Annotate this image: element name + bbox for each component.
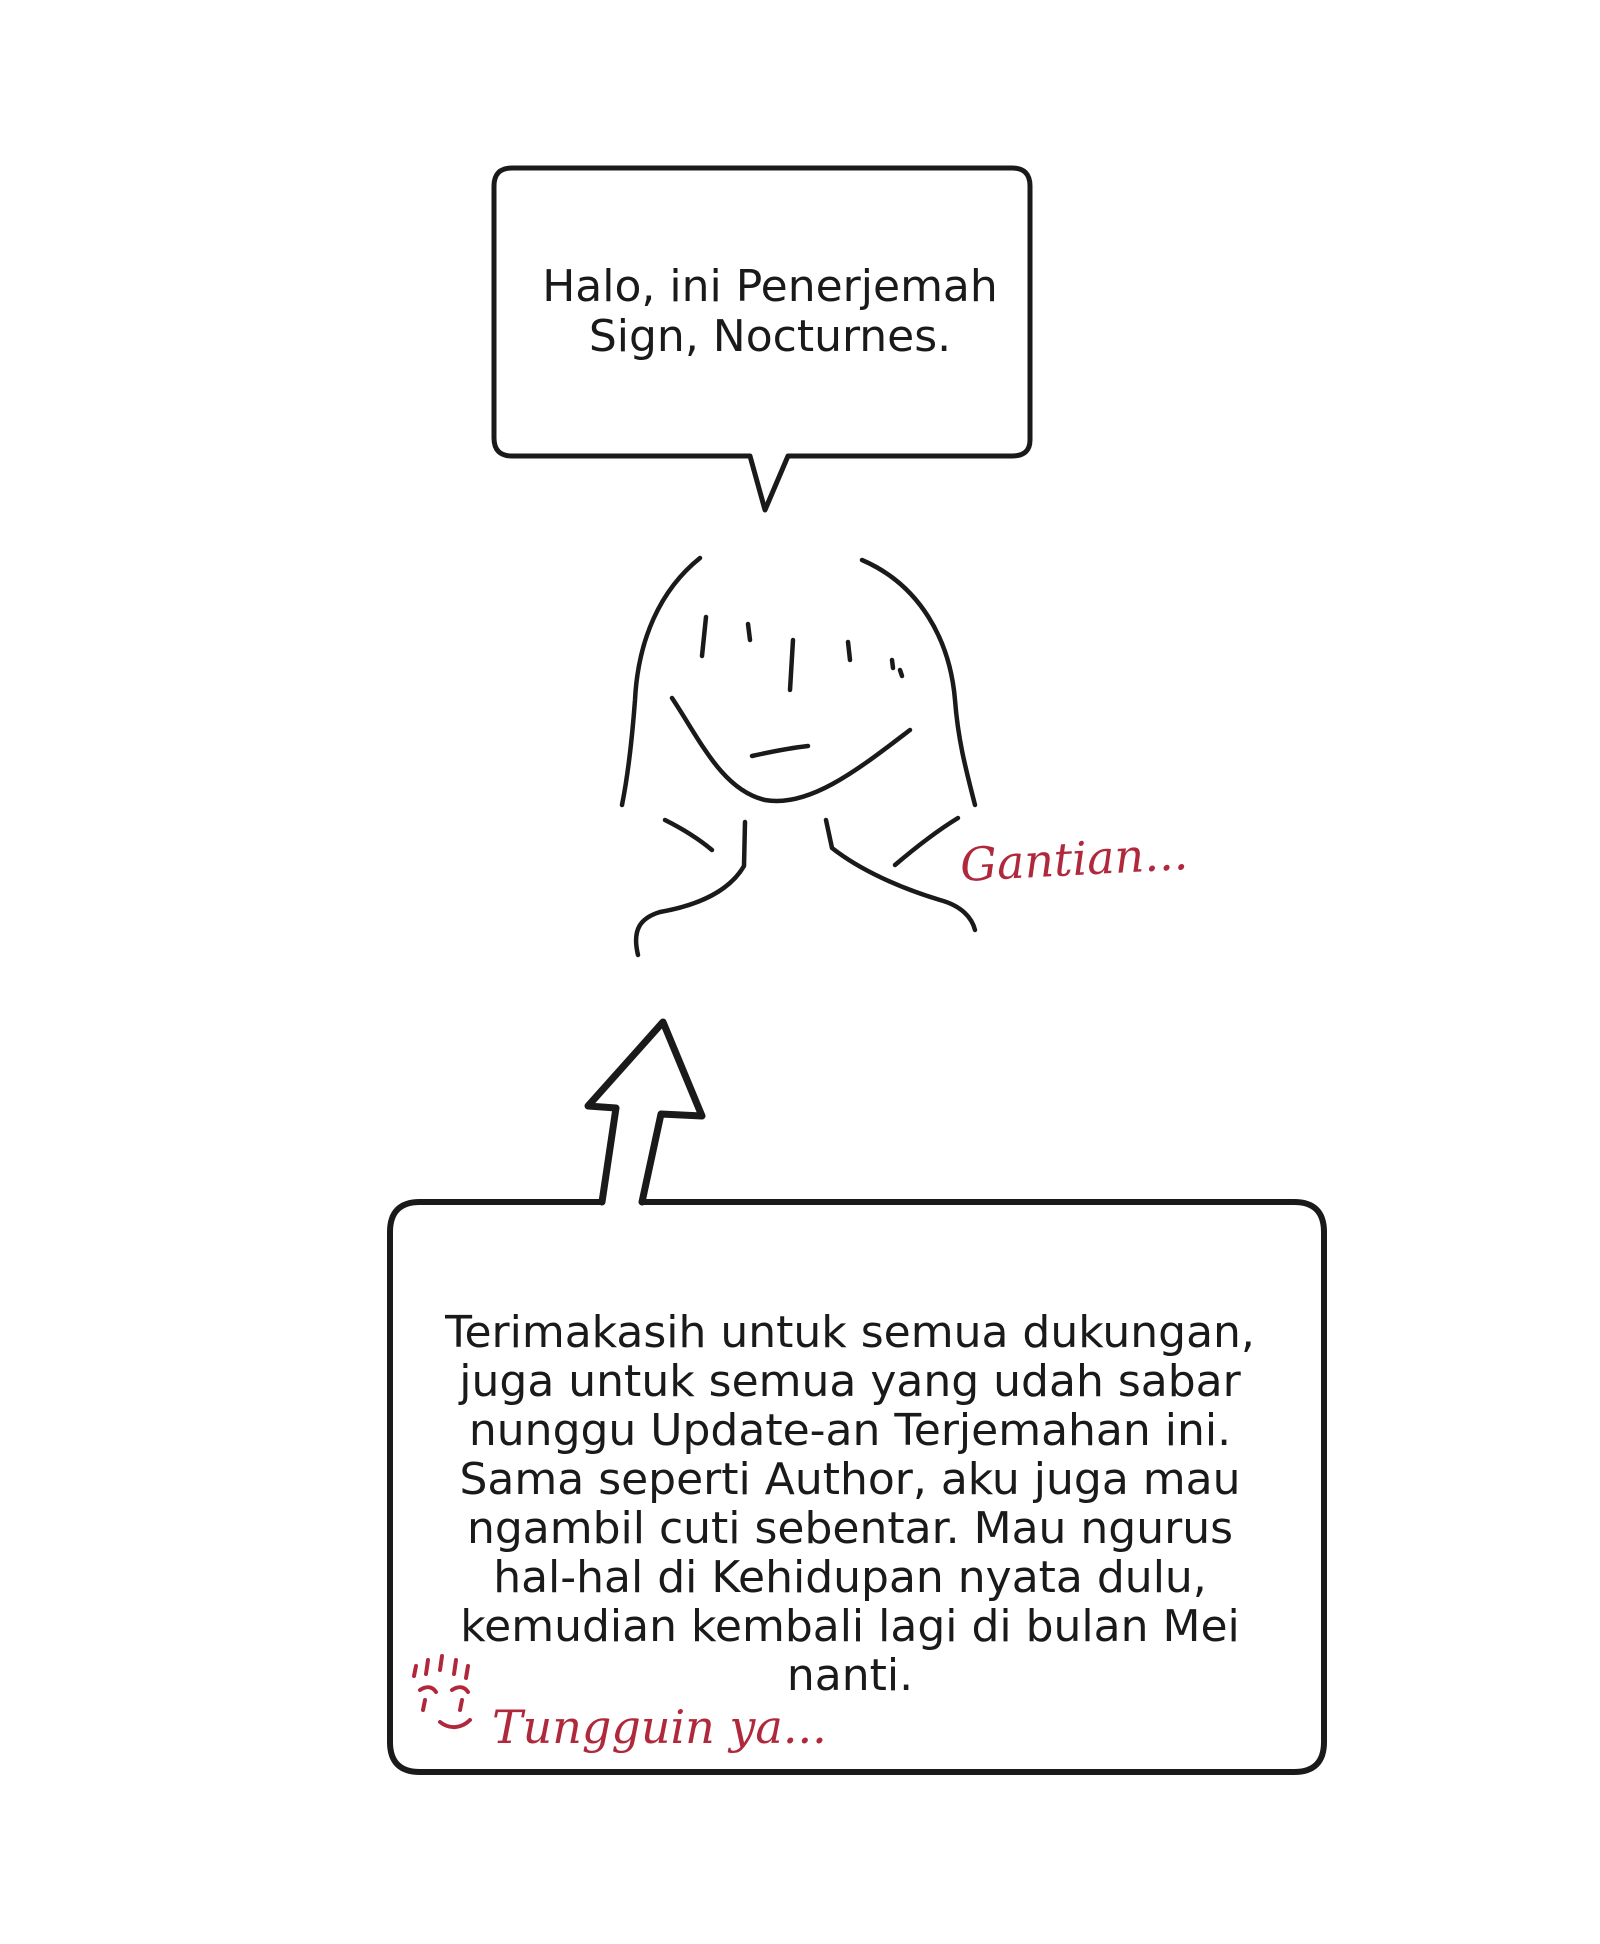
bottom-bubble-line: nunggu Update-an Terjemahan ini. [468,1405,1232,1456]
up-arrow-icon [588,1022,702,1202]
bottom-bubble-line: ngambil cuti sebentar. Mau ngurus [466,1503,1234,1554]
bottom-bubble-text [430,1308,1270,1700]
bottom-bubble-line: kemudian kembali lagi di bulan Mei [460,1601,1240,1652]
top-bubble-line: Halo, ini Penerjemah [542,261,998,312]
top-bubble-line: Sign, Nocturnes. [588,311,952,362]
bottom-bubble-line: Terimakasih untuk semua dukungan, [445,1307,1255,1358]
tungguin-note: Tungguin ya... [492,1700,827,1754]
girl-sketch-icon [622,558,975,955]
gantian-note: Gantian... [958,826,1190,892]
bottom-bubble-line: nanti. [786,1650,914,1701]
bottom-bubble-line: juga untuk semua yang udah sabar [459,1356,1241,1407]
bottom-bubble-line: hal-hal di Kehidupan nyata dulu, [493,1552,1207,1603]
bottom-bubble-line: Sama seperti Author, aku juga mau [459,1454,1241,1505]
top-bubble-text [490,262,1050,362]
